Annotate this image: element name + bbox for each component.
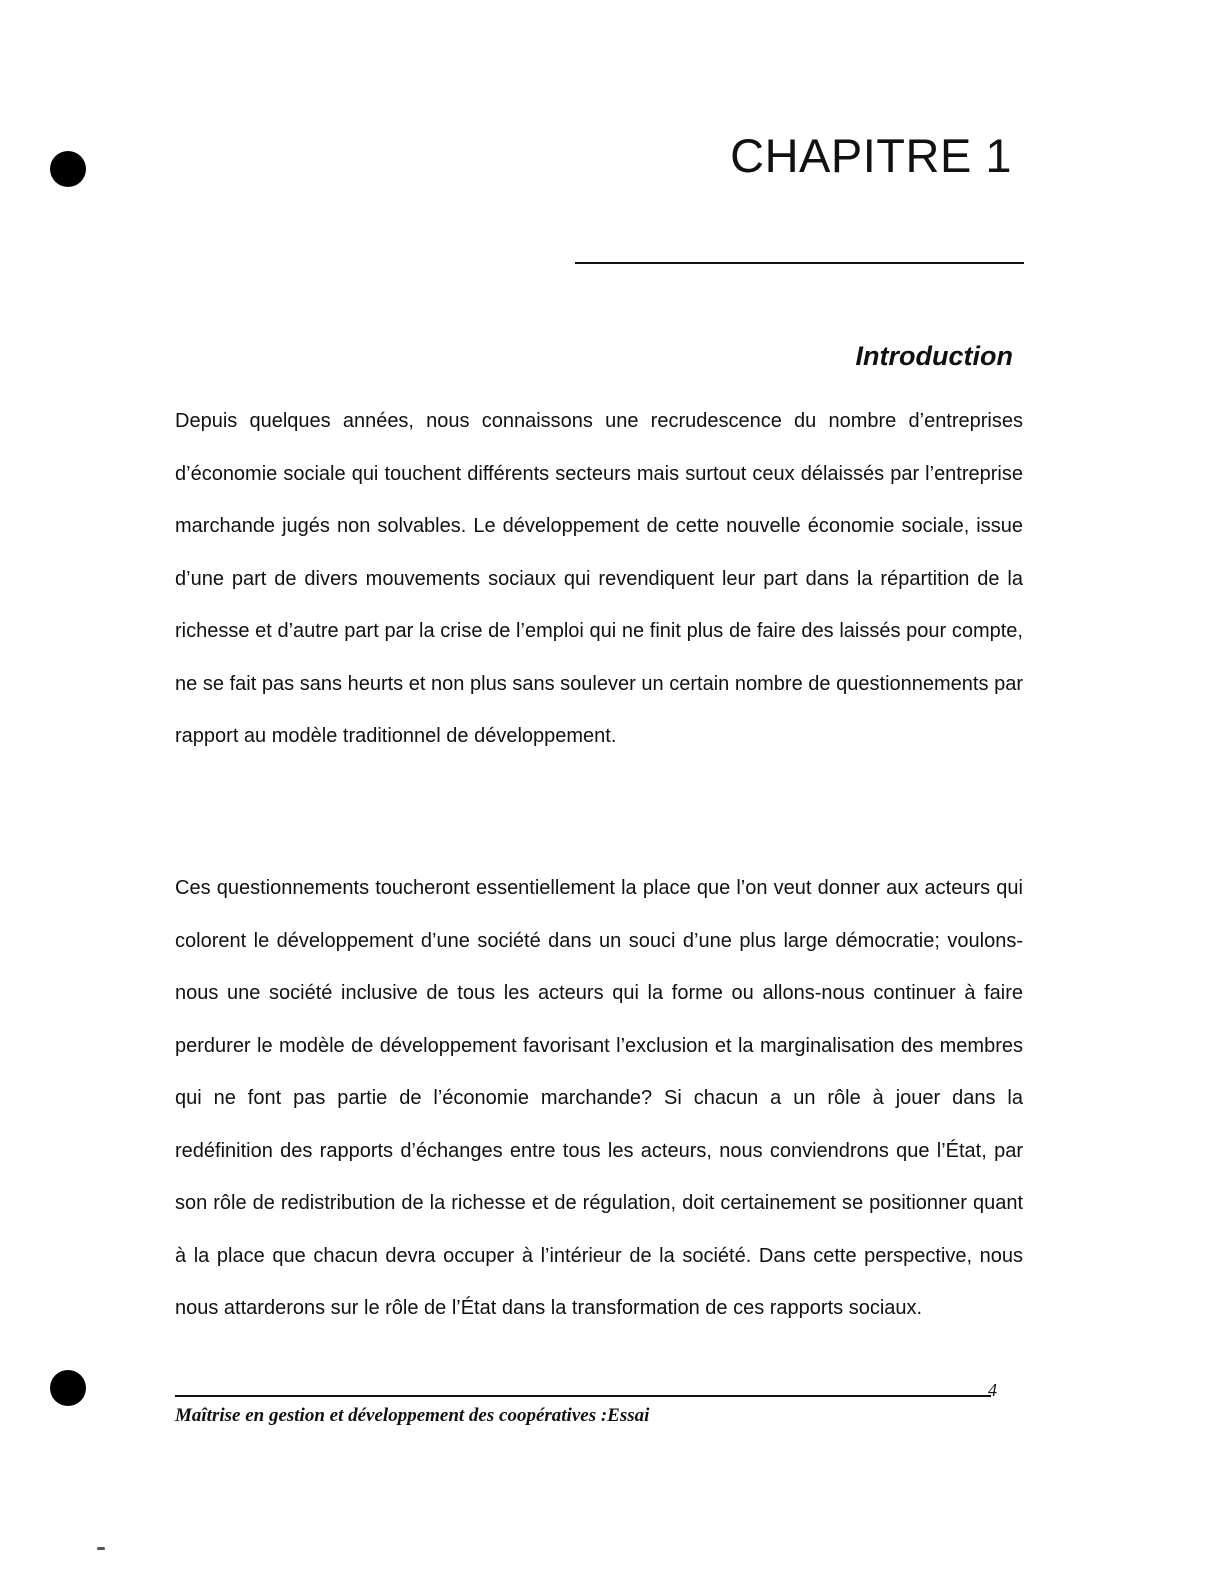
paragraph-2: Ces questionnements toucheront essentiellement la place que l’on veut donner aux acteurs qui colorent le développement d’une société dans un souci d’une plus large démocratie; voulons-nous une société inclusive de tous les acteurs qui la forme ou allons-nous continuer à faire perdurer le modèle de développement favorisant l’exclusion et la marginalisation des membres qui ne font pas partie de l’économie marchande? Si chacun a un rôle à jouer dans la redéfinition des rapports d’échanges entre tous les acteurs, nous conviendrons que l’État, par son rôle de redistribution de la richesse et de régulation, doit certainement se positionner quant à la place que chacun devra occuper à l’intérieur de la société. Dans cette perspective, nous nous attarderons sur le rôle de l’État dans la transformation de ces rapports sociaux.	[175, 877, 1023, 1319]
footer-page-number: 4	[988, 1380, 997, 1400]
binder-hole-bottom	[50, 1370, 86, 1406]
scan-speck	[97, 1547, 105, 1550]
section-heading: Introduction	[855, 341, 1013, 371]
footer-text: Maîtrise en gestion et développement des coopératives :Essai	[175, 1405, 650, 1426]
binder-hole-top	[50, 151, 86, 187]
chapter-underline	[575, 262, 1024, 264]
chapter-title: CHAPITRE 1	[730, 129, 1012, 182]
footer-rule	[175, 1395, 991, 1397]
paragraph-1: Depuis quelques années, nous connaissons une recrudescence du nombre d’entreprises d’économie sociale qui touchent différents secteurs mais surtout ceux délaissés par l’entreprise marchande jugés non solvables. Le développement de cette nouvelle économie sociale, issue d’une part de divers mouvements sociaux qui revendiquent leur part dans la répartition de la richesse et d’autre part par la crise de l’emploi qui ne finit plus de faire des laissés pour compte, ne se fait pas sans heurts et non plus sans soulever un certain nombre de questionnements par rapport au modèle traditionnel de développement.	[175, 410, 1023, 747]
